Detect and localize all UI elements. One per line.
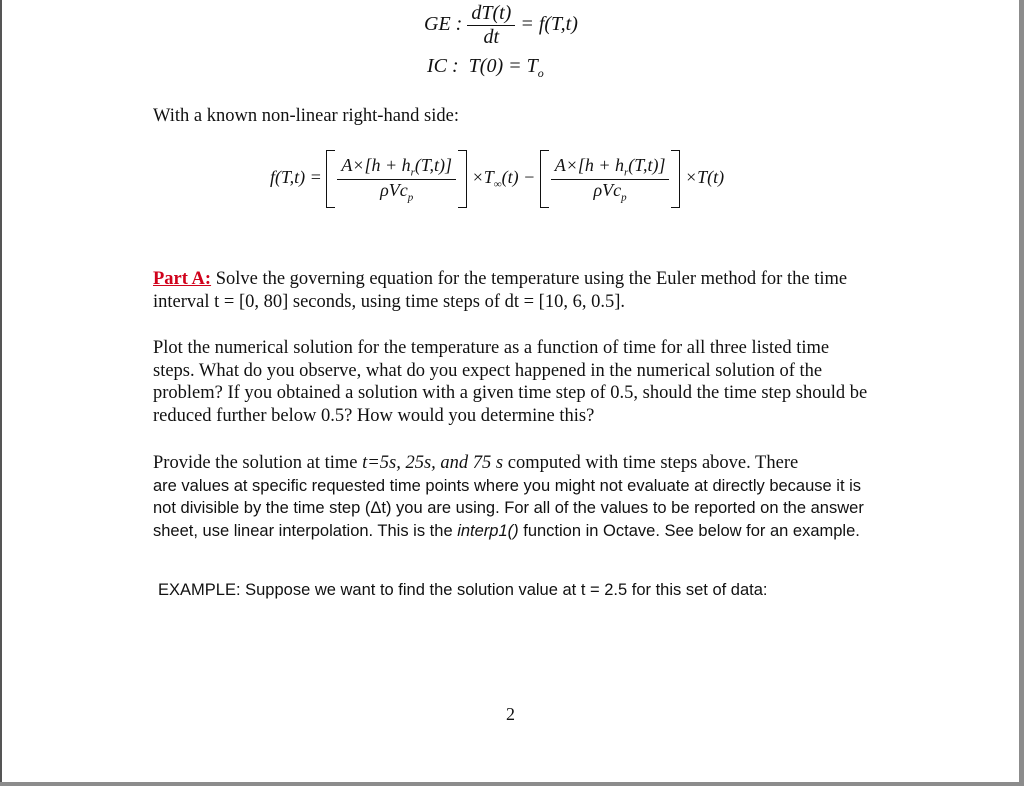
page-number: 2 [506,704,515,724]
fraction-1-numerator: $A\times[h + h_r(T,t)]$ [341,154,453,179]
provide-after: computed with time steps above. There [503,453,799,473]
fraction-2-numerator: $A\times[h + h_r(T,t)]$ [554,154,666,179]
governing-equation [424,2,578,49]
provide-times: t=5s, 25s, and 75 s [362,453,504,473]
plot-paragraph: Plot the numerical solution for the temperature as a function of time for all three listed time steps. What do you observe, what do you expect happened in the numerical solution of the problem? If you obtained a solution with a given time step of 0.5, should the time step should be reduced further below 0.5? How would you determine this? [153,338,868,426]
fraction-2 [551,155,670,203]
left-bracket-1 [326,150,335,208]
part-a-label: Part A: [153,269,212,289]
ge-denominator: dt [467,25,515,49]
ge-numerator: dT(t) [471,2,512,24]
fraction-1-denominator: ρVc$_p$ [337,179,456,204]
ic-expression: T(0) = T [468,55,538,77]
initial-condition [427,55,544,81]
part-a-paragraph [153,268,873,313]
left-bracket-2 [540,150,549,208]
provide-paragraph [153,452,875,542]
right-bracket-2 [671,150,680,208]
ic-label: IC : [427,55,459,77]
provide-lead: Provide the solution at time [153,453,363,473]
example-text: EXAMPLE: Suppose we want to find the solution value at t = 2.5 for this set of data: [158,581,768,599]
viewer-bottom-gutter [0,782,1024,786]
f-lhs: f(T,t) = [270,167,322,188]
rhs-equation [270,150,724,208]
interp-function: interp1() [457,521,519,540]
provide-rest: are values at specific requested time points where you might not evaluate at directly because it is not divisible by the time step (Δt) you are using. For all of the values to be reported on the answer sheet, use linear interpolation. This is the interp1() function in Octave. See below for an example. [153,476,864,540]
page-left-border [0,0,2,786]
f-end-term: ×T(t) [684,167,725,188]
ge-fraction [467,2,515,49]
right-bracket-1 [458,150,467,208]
fraction-2-denominator: ρVc$_p$ [551,179,670,204]
part-a-text: Solve the governing equation for the temperature using the Euler method for the time interval t = [0, 80] seconds, using time steps of dt = [10, 6, 0.5]. [153,269,848,312]
ge-rhs: = f(T,t) [520,13,578,36]
fraction-1 [337,155,456,203]
f-middle-term: $\times T_\infty(t)$ − [471,167,536,191]
viewer-right-gutter [1019,0,1024,786]
intro-text: With a known non-linear right-hand side: [153,106,459,126]
ic-subscript: o [537,66,544,80]
ge-label: GE : [424,13,463,36]
